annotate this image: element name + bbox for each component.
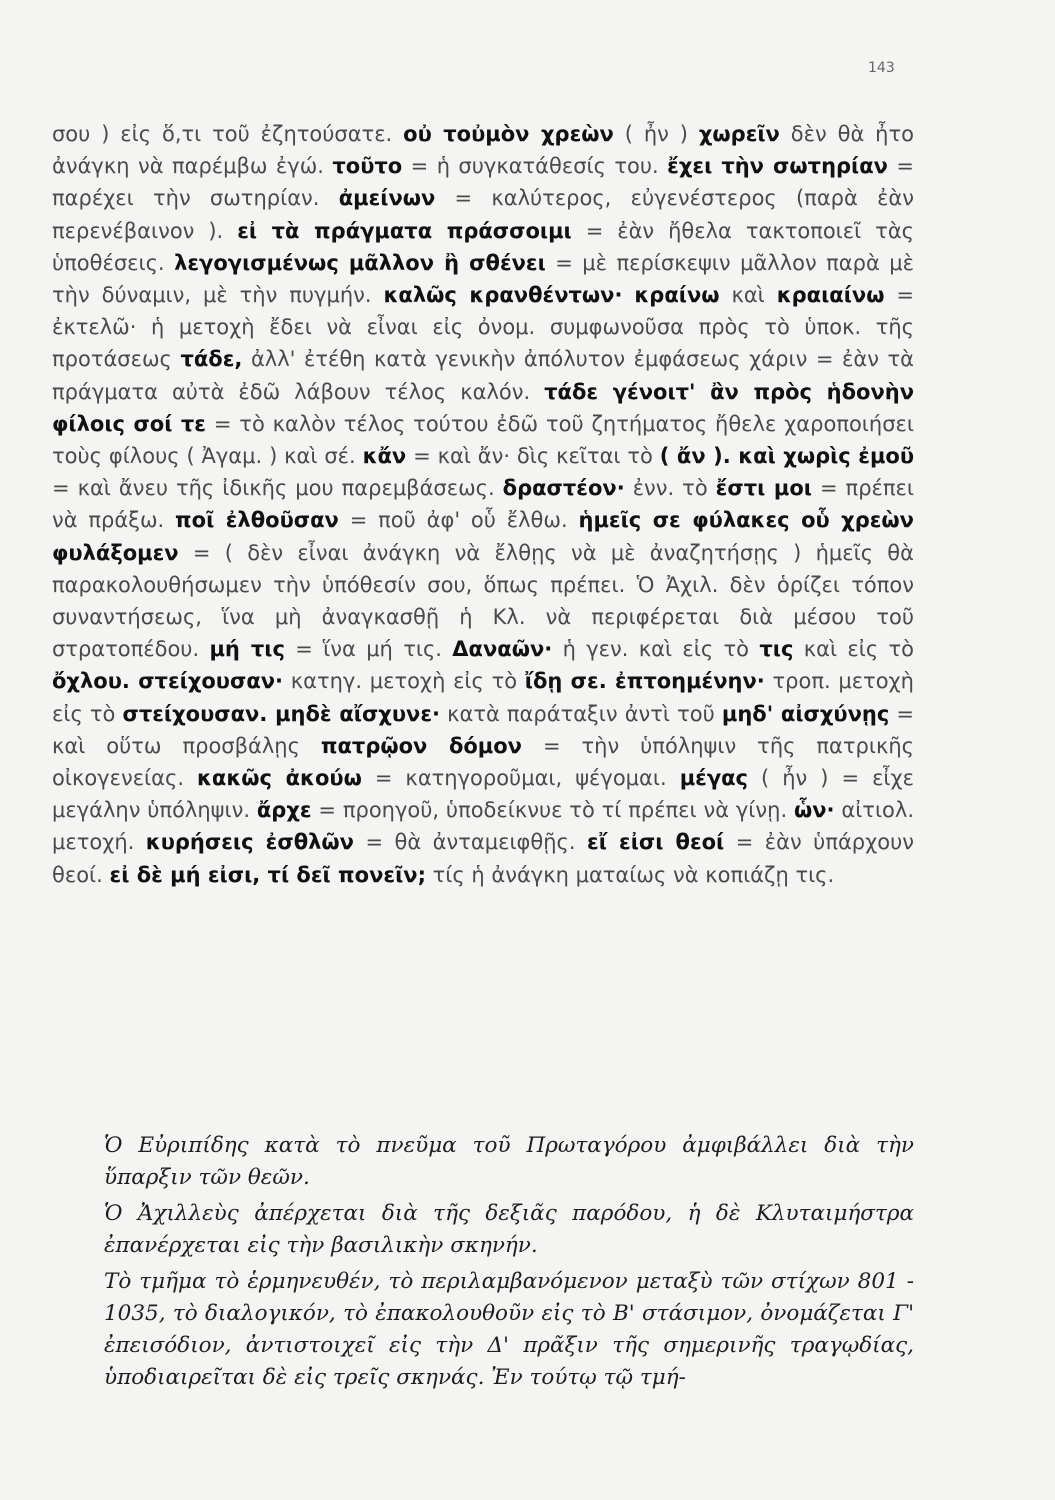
gloss: = ποῦ ἀφ' οὗ ἔλθω. [338,508,579,533]
lemma: ( ἄν ). καὶ χωρὶς ἐμοῦ [659,444,915,469]
lemma: τοῦτο [332,154,403,179]
lemma: ἄρχε [256,798,312,823]
lemma: κυρήσεις ἐσθλῶν [145,830,354,855]
gloss: καὶ [719,283,777,308]
gloss: ( ἦν ) [613,122,699,146]
paragraph-third-episode: Τὸ τμῆμα τὸ ἑρμηνευθέν, τὸ περιλαμβανόμενον μεταξὺ τῶν στίχων 801 - 1035, τὸ διαλογικόν, τὸ ἐπακολουθοῦν εἰς τὸ Β' στάσιμον, ὀνομάζεται Γ' ἐπεισόδιον, ἀντιστοιχεῖ εἰς τὴν Δ' πρᾶξιν τῆς σημερινῆς τραγῳδίας, ὑποδιαιρεῖται δὲ εἰς τρεῖς σκηνάς. Ἐν τούτῳ τῷ τμή- [104,1269,914,1390]
lemma: ἡμεῖς σε φύλακες οὗ χρεὼν φυλάξομεν [52,508,914,565]
lemma: εἰ δὲ μή εἰσι, τί δεῖ πονεῖν; [109,862,426,887]
lemma: μέγας [679,766,749,791]
gloss: αἰτιολ. μετοχή. [52,798,914,855]
gloss: = ἐὰν ἤθελα τακτοποιεῖ τὰς ὑποθέσεις. [52,218,914,275]
gloss: = καλύτερος, εὐγενέστερος (παρὰ ἐὰν περενέβαινον ). [52,186,915,243]
lemma: δραστέον· [502,476,625,501]
gloss: = ( δὲν εἶναι ἀνάγκη νὰ ἔλθῃς νὰ μὲ ἀναζητήσῃς ) ἡμεῖς θὰ παρακολουθήσωμεν τὴν ὑπόθεσίν σου, ὅπως πρέπει. Ὁ Ἀχιλ. δὲν ὁρίζει τόπον συναντήσεως, ἵνα μὴ ἀναγκασθῇ ἡ Κλ. νὰ περιφέρεται διὰ μέσου τοῦ στρατοπέδου. [52,540,914,662]
gloss: σου ) εἰς ὅ,τι τοῦ ἐζητούσατε. [52,122,404,146]
gloss: = ἵνα μή τις. [284,637,453,662]
gloss: κατηγ. μετοχὴ εἰς τὸ [283,669,525,694]
lemma: εἴ εἰσι θεοί [587,830,725,855]
lemma: ποῖ ἐλθοῦσαν [175,508,339,533]
lemma: κραίνω [634,283,720,308]
gloss: = προηγοῦ, ὑποδείκνυε τὸ τί πρέπει νὰ γίνῃ. [311,798,794,823]
lemma: χωρεῖν [698,122,780,146]
gloss: = θὰ ἀνταμειφθῇς. [353,830,588,855]
lemma: ἔχει τὴν σωτηρίαν [667,154,888,179]
gloss: = μὲ περίσκεψιν μᾶλλον παρὰ μὲ τὴν δύναμιν, μὲ τὴν πυγμήν. [52,250,914,308]
commentary-block [52,118,914,891]
gloss: ἀλλ' ἐτέθη κατὰ γενικὴν ἀπόλυτον ἐμφάσεως χάριν = ἐὰν τὰ πράγματα αὐτὰ ἐδῶ λάβουν τέλος καλόν. [52,347,914,404]
lemma: ἔστι μοι [715,476,812,501]
gloss: ἐνν. τὸ [624,476,716,501]
lemma: ὧν· [793,798,835,823]
gloss: = ἐκτελῶ· ἡ μετοχὴ ἔδει νὰ εἶναι εἰς ὀνομ. συμφωνοῦσα πρὸς τὸ ὑποκ. τῆς προτάσεως [52,283,914,372]
gloss: κατὰ παράταξιν ἀντὶ τοῦ [440,701,722,726]
lemma: ὄχλου. στείχουσαν· [52,669,284,694]
gloss: ( ἦν ) = εἶχε μεγάλην ὑπόληψιν. [52,766,915,823]
lemma: οὐ τοὐμὸν χρεὼν [403,122,614,146]
lemma: τάδε γένοιτ' ἂν πρὸς ἡδονὴν φίλοις σοί τε [52,379,915,436]
gloss: = τὸ καλὸν τέλος τούτου ἐδῶ τοῦ ζητήματος ἤθελε χαροποιήσει τοὺς φίλους ( Ἀγαμ. ) καὶ σέ. [52,411,914,469]
gloss: = τὴν ὑπόληψιν τῆς πατρικῆς οἰκογενείας. [52,733,914,791]
gloss: = καὶ οὕτω προσβάλῃς [52,701,914,758]
lemma: μή τις [209,637,285,662]
gloss: = παρέχει τὴν σωτηρίαν. [52,154,914,211]
lemma: μηδ' αἰσχύνῃς [721,701,890,726]
lemma: τάδε, [180,347,243,372]
lemma: Δαναῶν· [452,637,553,662]
gloss: δὲν θὰ ἦτο ἀνάγκη νὰ παρέμβω ἐγώ. [52,122,914,179]
gloss: καὶ εἰς τὸ [793,637,915,662]
paragraph-euripides: Ὁ Εὐριπίδης κατὰ τὸ πνεῦμα τοῦ Πρωταγόρου ἀμφιβάλλει διὰ τὴν ὕπαρξιν τῶν θεῶν. [104,1133,914,1190]
lemma: στείχουσαν. μηδὲ αἴσχυνε· [122,701,440,726]
gloss: τροπ. μετοχὴ εἰς τὸ [52,669,914,726]
lemma: ἴδῃ σε. ἐπτοημένην· [524,669,765,694]
gloss: = καὶ ἄν· δὶς κεῖται τὸ [406,444,660,469]
lemma: τις [759,637,794,662]
lemma: κακῶς ἀκούω [197,766,362,791]
lemma: λεγογισμένως μᾶλλον ἢ σθένει [174,250,546,275]
gloss: = καὶ ἄνευ τῆς ἰδικῆς μου παρεμβάσεως. [52,476,503,501]
paragraph-achilles-exit: Ὁ Ἀχιλλεὺς ἀπέρχεται διὰ τῆς δεξιᾶς παρόδου, ἡ δὲ Κλυταιμήστρα ἐπανέρχεται εἰς τὴν βασιλικὴν σκηνήν. [104,1201,914,1258]
page-number: 143 [868,60,895,76]
gloss: = ἐὰν ὑπάρχουν θεοί. [52,830,914,887]
lemma: κραιαίνω [776,283,885,308]
lemma: ἀμείνων [338,186,436,211]
gloss: = κατηγοροῦμαι, ψέγομαι. [361,766,680,791]
gloss [622,283,634,307]
gloss: = πρέπει νὰ πράξω. [52,476,914,533]
lemma: πατρῷον δόμον [320,733,522,758]
lemma: εἰ τὰ πράγματα πράσσοιμι [237,218,572,243]
gloss: = ἡ συγκατάθεσίς του. [402,154,668,179]
lemma: κἄν [362,444,407,469]
gloss: τίς ἡ ἀνάγκη ματαίως νὰ κοπιάζῃ τις. [425,862,835,887]
lemma: καλῶς κρανθέντων· [383,283,623,308]
prose-block [104,1130,914,1398]
gloss: ἡ γεν. καὶ εἰς τὸ [552,637,760,662]
